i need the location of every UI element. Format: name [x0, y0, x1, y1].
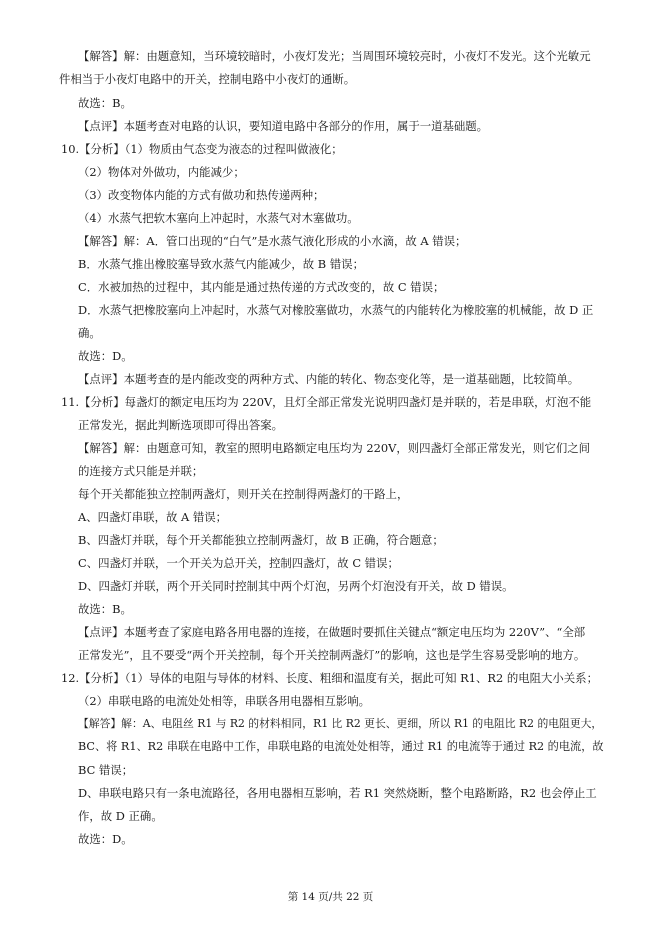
text-line: 正常发光”，且不要受“两个开关控制，每个开关控制两盏灯”的影响，这也是学生容易受影响的地方。: [78, 648, 586, 662]
text-line: 【解答】解：由题意知，当环境较暗时，小夜灯发光；当周围环境较亮时，小夜灯不发光。这个光敏元: [78, 49, 591, 63]
question-12-heading: 12.【分析】（1）导体的电阻与导体的材料、长度、粗细和温度有关，据此可知 R1、R2 的电阻大小关系；: [61, 671, 598, 685]
text-line: 故选：B。: [78, 602, 132, 616]
text-line: 【解答】解：由题意可知，教室的照明电路额定电压均为 220V，则四盏灯全部正常发光，则它们之间: [78, 441, 590, 455]
text-line: 故选：B。: [78, 96, 132, 110]
text-line: 的连接方式只能是并联；: [78, 464, 204, 478]
text-line: 【点评】本题考查对电路的认识，要知道电路中各部分的作用，属于一道基础题。: [78, 119, 489, 133]
text-line: 件相当于小夜灯电路中的开关，控制电路中小夜灯的通断。: [59, 72, 356, 86]
text-line: 【点评】本题考查了家庭电路各用电器的连接，在做题时要抓住关键点“额定电压均为 220V”、“全部: [78, 625, 586, 639]
text-line: （4）水蒸气把软木塞向上冲起时，水蒸气对木塞做功。: [78, 211, 359, 225]
text-line: BC 错误；: [78, 763, 134, 777]
text-line: C．水被加热的过程中，其内能是通过热传递的方式改变的，故 C 错误；: [78, 280, 445, 294]
text-line: BC、将 R1、R2 串联在电路中工作，串联电路的电流处处相等，通过 R1 的电流等于通过 R2 的电流，故: [78, 740, 604, 753]
text-line: D、四盏灯并联，两个开关同时控制其中两个灯泡，另两个灯泡没有开关，故 D 错误。: [78, 579, 514, 593]
text-line: 作，故 D 正确。: [78, 809, 163, 823]
text-line: 【解答】解：A．管口出现的“白气”是水蒸气液化形成的小水滴，故 A 错误；: [78, 234, 467, 248]
page-footer: 第 14 页/共 22 页: [287, 891, 374, 903]
text-line: A、四盏灯串联，故 A 错误；: [78, 510, 227, 524]
text-line: B．水蒸气推出橡胶塞导致水蒸气内能减少，故 B 错误；: [78, 257, 364, 271]
text-line: 故选：D。: [78, 832, 133, 846]
text-line: D、串联电路只有一条电流路径，各用电器相互影响，若 R1 突然烧断，整个电路断路，R2 也会停止工: [78, 786, 597, 800]
text-line: 【点评】本题考查的是内能改变的两种方式、内能的转化、物态变化等，是一道基础题，比较简单。: [78, 372, 580, 386]
text-line: D．水蒸气把橡胶塞向上冲起时，水蒸气对橡胶塞做功，水蒸气的内能转化为橡胶塞的机械能，故 D 正: [78, 303, 594, 317]
text-line: 每个开关都能独立控制两盏灯，则开关在控制得两盏灯的干路上，: [78, 487, 409, 501]
question-11-heading: 11.【分析】每盏灯的额定电压均为 220V，且灯全部正常发光说明四盏灯是并联的，若是串联，灯泡不能: [61, 395, 592, 409]
text-line: C、四盏灯并联，一个开关为总开关，控制四盏灯，故 C 错误；: [78, 556, 399, 570]
text-line: 故选：D。: [78, 349, 133, 363]
question-10-heading: 10.【分析】（1）物质由气态变为液态的过程叫做液化；: [61, 142, 343, 156]
text-line: 【解答】解：A、电阻丝 R1 与 R2 的材料相同，R1 比 R2 更长、更细，所以 R1 的电阻比 R2 的电阻更大，: [78, 717, 603, 730]
text-line: （2）串联电路的电流处处相等，串联各用电器相互影响。: [78, 694, 371, 708]
text-line: B、四盏灯并联，每个开关都能独立控制两盏灯，故 B 正确，符合题意；: [78, 533, 444, 547]
text-line: 正常发光，据此判断选项即可得出答案。: [78, 418, 284, 432]
text-line: （2）物体对外做功，内能减少；: [78, 165, 245, 179]
text-line: （3）改变物体内能的方式有做功和热传递两种；: [78, 188, 325, 202]
text-line: 确。: [78, 326, 101, 340]
